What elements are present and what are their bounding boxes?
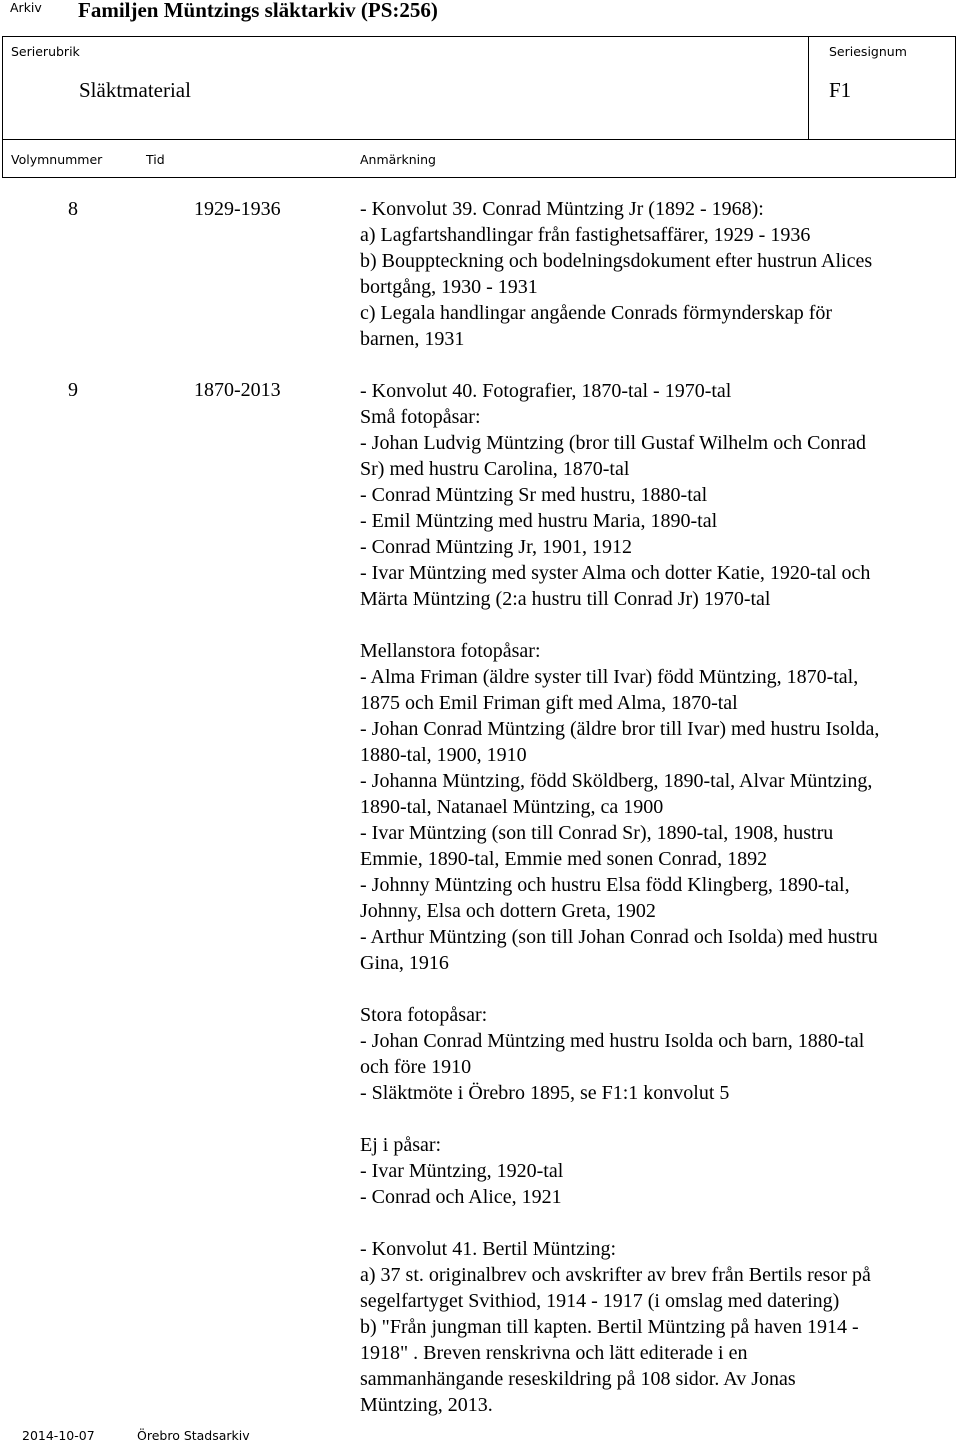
serierubrik-value: Släktmaterial xyxy=(79,78,191,102)
column-tid: Tid xyxy=(146,152,165,167)
footer-organization: Örebro Stadsarkiv xyxy=(137,1428,250,1443)
row-8-volymnummer: 8 xyxy=(68,198,78,220)
serierubrik-label: Serierubrik xyxy=(11,44,80,59)
row-8-anmarkning: - Konvolut 39. Conrad Müntzing Jr (1892 - 1968): a) Lagfartshandlingar från fastighetsaffärer, 1929 - 1936 b) Bouppteckning och bodelningsdokument efter hustrun Alices bortgång, 1930 - 1931 c) Legala handlingar angående Conrads förmynderskap för barnen, 1931 xyxy=(360,198,873,350)
archive-title: Familjen Müntzings släktarkiv (PS:256) xyxy=(78,0,438,22)
row-9-anmarkning: - Konvolut 40. Fotografier, 1870-tal - 1970-tal Små fotopåsar: - Johan Ludvig Müntzing (bror till Gustaf Wilhelm och Conrad Sr) med hustru Carolina, 1870-tal - Conrad Müntzing Sr med hustru, 1880-tal - Emil Müntzing med hustru Maria, 1890-tal - Conrad Müntzing Jr, 1901, 1912 - Ivar Müntzing med syster Alma och dotter Katie, 1920-tal och Märta Müntzing (2:a hustru till Conrad Jr) 1970-tal Mellanstora fotopåsar: - Alma Friman (äldre syster till Ivar) född Müntzing, 1870-tal, 1875 och Emil Friman gift med Alma, 1870-tal - Johan Conrad Müntzing (äldre bror till Ivar) med hustru Isolda, 1880-tal, 1900, 1910 - Johanna Müntzing, född Sköldberg, 1890-tal, Alvar Müntzing, 1890-tal, Natanael Müntzing, ca 1900 - Ivar Müntzing (son till Conrad Sr), 1890-tal, 1908, hustru Emmie, 1890-tal, Emmie med sonen Conrad, 1892 - Johnny Müntzing och hustru Elsa född Klingberg, 1890-tal, Johnny, Elsa och dottern Greta, 1902 - Arthur Müntzing (son till Johan Conrad och Isolda) med hustru Gina, 1916 Stora fotopåsar: - Johan Conrad Müntzing med hustru Isolda och barn, 1880-tal och före 1910 - Släktmöte i Örebro 1895, se F1:1 konvolut 5 Ej i påsar: - Ivar Müntzing, 1920-tal - Conrad och Alice, 1921 - Konvolut 41. Bertil Müntzing: a) 37 st. originalbrev och avskrifter av brev från Bertils resor på segelfartyget Svithiod, 1914 - 1917 (i omslag med datering) b) "Från jungman till kapten. Bertil Müntzing på haven 1914 - 1918" . Breven renskrivna och lätt editerade i en sammanhängande reseskildring på 108 sidor. Av Jonas Müntzing, 2013. xyxy=(360,380,880,1416)
seriesignum-value: F1 xyxy=(829,78,852,102)
series-box-divider xyxy=(808,36,809,140)
column-anmarkning: Anmärkning xyxy=(360,152,436,167)
row-8-tid: 1929-1936 xyxy=(194,198,281,220)
seriesignum-label: Seriesignum xyxy=(829,44,907,59)
arkiv-label: Arkiv xyxy=(10,0,42,15)
row-9-volymnummer: 9 xyxy=(68,379,78,401)
column-volymnummer: Volymnummer xyxy=(11,152,103,167)
row-9-tid: 1870-2013 xyxy=(194,379,281,401)
footer-date: 2014-10-07 xyxy=(22,1428,95,1443)
